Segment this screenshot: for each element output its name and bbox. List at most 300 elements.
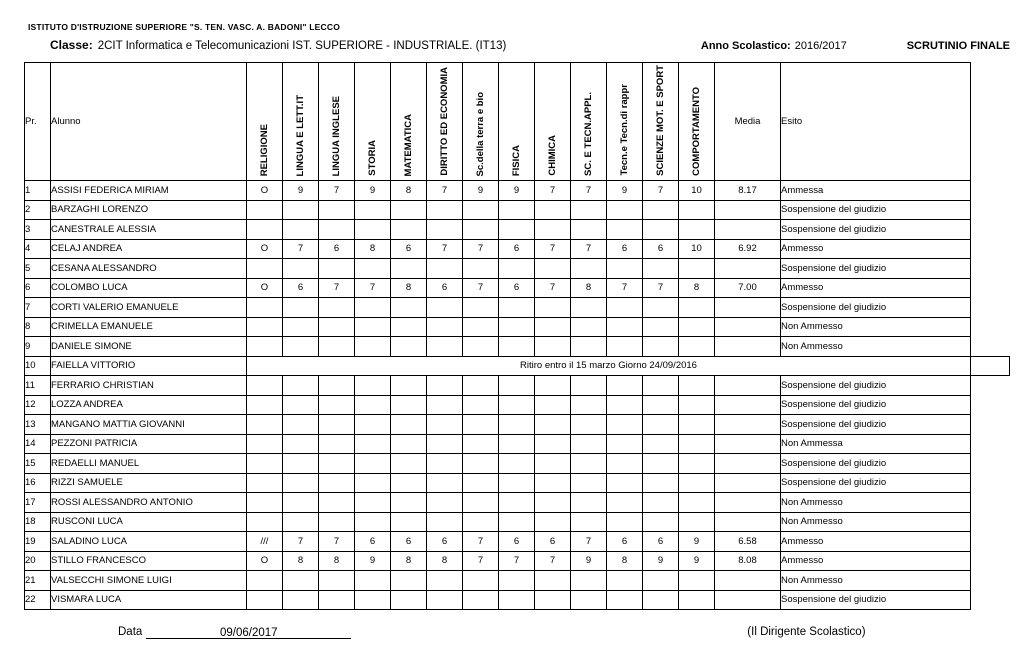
cell-grade bbox=[535, 590, 571, 610]
cell-grade: 6 bbox=[427, 278, 463, 298]
table-row bbox=[25, 473, 1010, 493]
cell-grade bbox=[535, 434, 571, 454]
cell-grade bbox=[283, 317, 319, 337]
cell-grade bbox=[571, 220, 607, 240]
cell-progressivo: 4 bbox=[25, 239, 51, 259]
cell-grade bbox=[319, 337, 355, 357]
cell-grade bbox=[247, 571, 283, 591]
cell-grade: 9 bbox=[679, 532, 715, 552]
column-header-subject-11 bbox=[643, 63, 679, 181]
cell-grade: 8 bbox=[319, 551, 355, 571]
cell-grade: 7 bbox=[571, 532, 607, 552]
cell-grade bbox=[355, 317, 391, 337]
cell-progressivo: 6 bbox=[25, 278, 51, 298]
cell-grade bbox=[463, 473, 499, 493]
cell-grade bbox=[427, 395, 463, 415]
cell-grade bbox=[355, 298, 391, 318]
cell-esito: Sospensione del giudizio bbox=[781, 298, 971, 318]
cell-grade bbox=[391, 434, 427, 454]
cell-grade: 6 bbox=[319, 239, 355, 259]
cell-grade bbox=[535, 259, 571, 279]
cell-grade bbox=[499, 259, 535, 279]
table-row bbox=[25, 395, 1010, 415]
cell-grade bbox=[571, 415, 607, 435]
cell-grade bbox=[247, 434, 283, 454]
cell-grade: 6 bbox=[607, 239, 643, 259]
cell-grade bbox=[535, 415, 571, 435]
cell-student-name: COLOMBO LUCA bbox=[51, 278, 247, 298]
cell-grade: 8 bbox=[427, 551, 463, 571]
cell-grade bbox=[391, 493, 427, 513]
column-header-subject-1 bbox=[283, 63, 319, 181]
cell-grade bbox=[355, 512, 391, 532]
cell-grade bbox=[643, 200, 679, 220]
cell-grade bbox=[535, 337, 571, 357]
cell-esito: Sospensione del giudizio bbox=[781, 415, 971, 435]
cell-grade: 7 bbox=[427, 181, 463, 201]
cell-grade bbox=[679, 376, 715, 396]
cell-grade: 9 bbox=[355, 551, 391, 571]
cell-grade bbox=[355, 454, 391, 474]
cell-progressivo: 15 bbox=[25, 454, 51, 474]
cell-grade bbox=[643, 337, 679, 357]
cell-student-name: LOZZA ANDREA bbox=[51, 395, 247, 415]
cell-grade bbox=[355, 220, 391, 240]
column-header-subject-0 bbox=[247, 63, 283, 181]
column-header-subject-10 bbox=[607, 63, 643, 181]
cell-progressivo: 17 bbox=[25, 493, 51, 513]
cell-grade bbox=[571, 434, 607, 454]
cell-grade bbox=[319, 259, 355, 279]
cell-grade: 7 bbox=[283, 239, 319, 259]
cell-progressivo: 20 bbox=[25, 551, 51, 571]
cell-grade bbox=[499, 473, 535, 493]
cell-grade bbox=[607, 200, 643, 220]
subject-label-10: Tecn.e Tecn.di rappr bbox=[618, 84, 630, 176]
cell-progressivo: 9 bbox=[25, 337, 51, 357]
cell-grade bbox=[607, 434, 643, 454]
cell-esito: Sospensione del giudizio bbox=[781, 220, 971, 240]
cell-esito: Ammesso bbox=[781, 239, 971, 259]
cell-grade bbox=[679, 220, 715, 240]
subject-label-4: MATEMATICA bbox=[402, 113, 414, 176]
cell-grade: O bbox=[247, 551, 283, 571]
cell-student-name: RIZZI SAMUELE bbox=[51, 473, 247, 493]
cell-grade: /// bbox=[247, 532, 283, 552]
cell-progressivo: 14 bbox=[25, 434, 51, 454]
cell-esito: Non Ammesso bbox=[781, 512, 971, 532]
cell-grade bbox=[571, 454, 607, 474]
cell-esito: Non Ammesso bbox=[781, 317, 971, 337]
cell-grade: 7 bbox=[571, 181, 607, 201]
cell-grade bbox=[607, 415, 643, 435]
cell-grade bbox=[571, 337, 607, 357]
cell-grade bbox=[463, 395, 499, 415]
cell-student-name: MANGANO MATTIA GIOVANNI bbox=[51, 415, 247, 435]
cell-grade bbox=[319, 415, 355, 435]
cell-grade bbox=[427, 376, 463, 396]
cell-esito bbox=[971, 356, 1010, 376]
cell-grade bbox=[355, 259, 391, 279]
cell-grade: 8 bbox=[391, 278, 427, 298]
cell-esito: Sospensione del giudizio bbox=[781, 473, 971, 493]
cell-grade: 10 bbox=[679, 181, 715, 201]
table-row bbox=[25, 590, 1010, 610]
cell-grade bbox=[427, 512, 463, 532]
cell-grade bbox=[679, 317, 715, 337]
cell-grade bbox=[499, 571, 535, 591]
cell-esito: Sospensione del giudizio bbox=[781, 376, 971, 396]
cell-grade bbox=[535, 376, 571, 396]
cell-student-name: PEZZONI PATRICIA bbox=[51, 434, 247, 454]
cell-grade: 7 bbox=[355, 278, 391, 298]
cell-grade bbox=[535, 571, 571, 591]
cell-grade: O bbox=[247, 239, 283, 259]
column-header-subject-4 bbox=[391, 63, 427, 181]
cell-grade bbox=[571, 590, 607, 610]
cell-grade bbox=[283, 259, 319, 279]
cell-grade: 8 bbox=[679, 278, 715, 298]
cell-grade: 7 bbox=[571, 239, 607, 259]
cell-grade bbox=[319, 590, 355, 610]
cell-grade bbox=[283, 220, 319, 240]
cell-student-name: BARZAGHI LORENZO bbox=[51, 200, 247, 220]
cell-grade bbox=[427, 590, 463, 610]
cell-grade bbox=[499, 434, 535, 454]
cell-grade bbox=[499, 317, 535, 337]
cell-grade bbox=[283, 298, 319, 318]
cell-grade: 6 bbox=[499, 532, 535, 552]
cell-progressivo: 11 bbox=[25, 376, 51, 396]
cell-grade bbox=[283, 376, 319, 396]
cell-grade bbox=[283, 395, 319, 415]
table-row bbox=[25, 239, 1010, 259]
cell-grade bbox=[427, 454, 463, 474]
cell-grade bbox=[391, 298, 427, 318]
cell-grade bbox=[571, 298, 607, 318]
cell-student-name: SALADINO LUCA bbox=[51, 532, 247, 552]
column-header-subject-12 bbox=[679, 63, 715, 181]
cell-grade bbox=[679, 473, 715, 493]
cell-esito: Sospensione del giudizio bbox=[781, 395, 971, 415]
cell-grade bbox=[247, 590, 283, 610]
cell-grade bbox=[319, 473, 355, 493]
cell-grade bbox=[427, 200, 463, 220]
cell-grade: 6 bbox=[499, 239, 535, 259]
cell-grade bbox=[319, 571, 355, 591]
column-header-esito: Esito bbox=[781, 63, 971, 181]
table-header-row bbox=[25, 63, 1010, 181]
cell-grade bbox=[607, 298, 643, 318]
scrutinio-label: SCRUTINIO FINALE bbox=[906, 40, 1010, 52]
cell-grade bbox=[283, 512, 319, 532]
cell-media bbox=[715, 473, 781, 493]
cell-grade: 6 bbox=[643, 532, 679, 552]
cell-grade bbox=[679, 493, 715, 513]
cell-grade bbox=[571, 473, 607, 493]
cell-grade: 7 bbox=[463, 551, 499, 571]
cell-media bbox=[715, 454, 781, 474]
cell-grade: 8 bbox=[283, 551, 319, 571]
cell-grade bbox=[355, 376, 391, 396]
cell-grade bbox=[679, 415, 715, 435]
cell-grade bbox=[571, 317, 607, 337]
cell-grade bbox=[319, 434, 355, 454]
cell-grade: 7 bbox=[427, 239, 463, 259]
cell-grade bbox=[319, 493, 355, 513]
cell-grade bbox=[499, 493, 535, 513]
table-row bbox=[25, 181, 1010, 201]
cell-grade: 6 bbox=[499, 278, 535, 298]
cell-student-name: RUSCONI LUCA bbox=[51, 512, 247, 532]
cell-grade bbox=[319, 512, 355, 532]
grades-table-wrapper bbox=[24, 62, 1010, 610]
cell-progressivo: 16 bbox=[25, 473, 51, 493]
cell-grade bbox=[499, 454, 535, 474]
cell-student-name: CESANA ALESSANDRO bbox=[51, 259, 247, 279]
cell-grade bbox=[391, 473, 427, 493]
cell-grade: 7 bbox=[463, 239, 499, 259]
cell-grade bbox=[571, 395, 607, 415]
cell-grade: 8 bbox=[607, 551, 643, 571]
table-row bbox=[25, 532, 1010, 552]
cell-grade bbox=[679, 200, 715, 220]
cell-grade bbox=[463, 571, 499, 591]
cell-grade bbox=[247, 200, 283, 220]
cell-grade: 7 bbox=[535, 239, 571, 259]
cell-progressivo: 18 bbox=[25, 512, 51, 532]
cell-grade bbox=[355, 493, 391, 513]
table-row bbox=[25, 512, 1010, 532]
cell-grade: 7 bbox=[463, 278, 499, 298]
cell-grade bbox=[463, 376, 499, 396]
cell-grade bbox=[391, 317, 427, 337]
cell-grade bbox=[499, 220, 535, 240]
cell-grade bbox=[319, 317, 355, 337]
subject-label-5: DIRITTO ED ECONOMIA bbox=[438, 67, 450, 176]
cell-grade bbox=[679, 454, 715, 474]
table-row bbox=[25, 298, 1010, 318]
cell-media bbox=[715, 493, 781, 513]
cell-grade bbox=[391, 454, 427, 474]
cell-media: 6.58 bbox=[715, 532, 781, 552]
cell-grade bbox=[607, 571, 643, 591]
cell-grade: 6 bbox=[355, 532, 391, 552]
cell-grade: 9 bbox=[643, 551, 679, 571]
cell-media bbox=[715, 395, 781, 415]
cell-grade bbox=[535, 395, 571, 415]
anno-scolastico bbox=[701, 40, 847, 52]
cell-grade: 6 bbox=[427, 532, 463, 552]
table-row bbox=[25, 551, 1010, 571]
cell-grade bbox=[319, 200, 355, 220]
subject-label-1: LINGUA E LETT.IT bbox=[294, 94, 306, 176]
cell-progressivo: 19 bbox=[25, 532, 51, 552]
cell-grade: 6 bbox=[391, 532, 427, 552]
column-header-subject-2 bbox=[319, 63, 355, 181]
column-header-subject-3 bbox=[355, 63, 391, 181]
cell-progressivo: 10 bbox=[25, 356, 51, 376]
cell-media bbox=[715, 259, 781, 279]
cell-grade bbox=[247, 376, 283, 396]
cell-esito: Ammesso bbox=[781, 278, 971, 298]
cell-grade bbox=[679, 590, 715, 610]
cell-grade bbox=[643, 590, 679, 610]
cell-media bbox=[715, 571, 781, 591]
cell-grade bbox=[463, 512, 499, 532]
cell-grade bbox=[679, 571, 715, 591]
cell-grade: 6 bbox=[643, 239, 679, 259]
cell-media bbox=[715, 434, 781, 454]
cell-progressivo: 1 bbox=[25, 181, 51, 201]
cell-grade bbox=[463, 298, 499, 318]
cell-student-name: REDAELLI MANUEL bbox=[51, 454, 247, 474]
cell-esito: Non Ammesso bbox=[781, 337, 971, 357]
cell-grade bbox=[607, 220, 643, 240]
document-meta bbox=[0, 32, 1024, 52]
cell-student-name: ASSISI FEDERICA MIRIAM bbox=[51, 181, 247, 201]
cell-grade: 9 bbox=[571, 551, 607, 571]
cell-grade bbox=[247, 317, 283, 337]
cell-grade bbox=[247, 512, 283, 532]
cell-grade bbox=[283, 337, 319, 357]
table-row bbox=[25, 317, 1010, 337]
cell-grade bbox=[391, 259, 427, 279]
cell-grade bbox=[499, 590, 535, 610]
column-header-subject-5 bbox=[427, 63, 463, 181]
cell-grade bbox=[643, 376, 679, 396]
cell-grade bbox=[427, 415, 463, 435]
cell-grade bbox=[643, 220, 679, 240]
cell-grade: 9 bbox=[679, 551, 715, 571]
subject-label-7: FISICA bbox=[510, 144, 522, 176]
cell-grade bbox=[463, 200, 499, 220]
cell-grade: 8 bbox=[355, 239, 391, 259]
subject-label-9: SC. E TECN.APPL. bbox=[582, 92, 594, 176]
cell-grade: 8 bbox=[391, 181, 427, 201]
cell-grade: 7 bbox=[319, 278, 355, 298]
cell-grade bbox=[427, 337, 463, 357]
table-row bbox=[25, 571, 1010, 591]
cell-grade bbox=[679, 337, 715, 357]
cell-grade bbox=[463, 493, 499, 513]
cell-grade bbox=[571, 493, 607, 513]
cell-grade bbox=[571, 259, 607, 279]
column-header-subject-9 bbox=[571, 63, 607, 181]
cell-media bbox=[715, 590, 781, 610]
data-value: 09/06/2017 bbox=[220, 627, 278, 639]
cell-esito: Sospensione del giudizio bbox=[781, 590, 971, 610]
cell-grade bbox=[643, 415, 679, 435]
table-body bbox=[25, 181, 1010, 610]
anno-value: 2016/2017 bbox=[794, 40, 847, 52]
cell-student-name: ROSSI ALESSANDRO ANTONIO bbox=[51, 493, 247, 513]
cell-media bbox=[715, 220, 781, 240]
cell-grade bbox=[427, 473, 463, 493]
cell-media: 8.17 bbox=[715, 181, 781, 201]
cell-grade bbox=[355, 434, 391, 454]
cell-grade bbox=[319, 220, 355, 240]
cell-grade bbox=[391, 395, 427, 415]
cell-grade: 9 bbox=[283, 181, 319, 201]
cell-media bbox=[715, 512, 781, 532]
table-row bbox=[25, 200, 1010, 220]
cell-grade bbox=[319, 395, 355, 415]
classe-label: Classe: bbox=[50, 38, 93, 52]
cell-grade bbox=[535, 298, 571, 318]
cell-grade bbox=[247, 473, 283, 493]
cell-grade: 7 bbox=[643, 278, 679, 298]
cell-media: 8.08 bbox=[715, 551, 781, 571]
cell-grade bbox=[643, 454, 679, 474]
cell-progressivo: 13 bbox=[25, 415, 51, 435]
cell-esito: Sospensione del giudizio bbox=[781, 454, 971, 474]
cell-media bbox=[715, 337, 781, 357]
cell-grade bbox=[427, 220, 463, 240]
cell-grade bbox=[283, 454, 319, 474]
cell-grade bbox=[427, 259, 463, 279]
cell-grade bbox=[391, 590, 427, 610]
cell-grade bbox=[463, 317, 499, 337]
cell-grade: 6 bbox=[607, 532, 643, 552]
table-row bbox=[25, 376, 1010, 396]
cell-grade bbox=[679, 259, 715, 279]
table-row bbox=[25, 415, 1010, 435]
cell-grade: O bbox=[247, 181, 283, 201]
cell-grade bbox=[679, 434, 715, 454]
subject-label-8: CHIMICA bbox=[546, 135, 558, 176]
subject-label-3: STORIA bbox=[366, 140, 378, 176]
cell-grade bbox=[571, 571, 607, 591]
cell-grade bbox=[643, 493, 679, 513]
dirigente-label: (Il Dirigente Scolastico) bbox=[747, 626, 866, 638]
cell-grade bbox=[499, 512, 535, 532]
cell-grade bbox=[391, 376, 427, 396]
cell-grade bbox=[283, 571, 319, 591]
cell-grade bbox=[499, 395, 535, 415]
cell-grade bbox=[391, 512, 427, 532]
cell-media bbox=[715, 415, 781, 435]
cell-grade bbox=[283, 473, 319, 493]
cell-grade bbox=[607, 493, 643, 513]
cell-grade bbox=[283, 493, 319, 513]
cell-grade: 9 bbox=[355, 181, 391, 201]
cell-student-name: CANESTRALE ALESSIA bbox=[51, 220, 247, 240]
column-header-media: Media bbox=[715, 63, 781, 181]
grades-table bbox=[24, 62, 1010, 610]
cell-grade bbox=[607, 337, 643, 357]
column-header-subject-8 bbox=[535, 63, 571, 181]
cell-media bbox=[715, 200, 781, 220]
cell-progressivo: 7 bbox=[25, 298, 51, 318]
school-name: ISTITUTO D'ISTRUZIONE SUPERIORE "S. TEN. VASC. A. BADONI" LECCO bbox=[28, 22, 341, 32]
classe-value: 2CIT Informatica e Telecomunicazioni IST. SUPERIORE - INDUSTRIALE. (IT13) bbox=[97, 40, 507, 52]
cell-grade bbox=[535, 200, 571, 220]
cell-grade: 7 bbox=[283, 532, 319, 552]
cell-grade bbox=[247, 493, 283, 513]
cell-grade bbox=[607, 317, 643, 337]
column-header-subject-7 bbox=[499, 63, 535, 181]
cell-grade bbox=[535, 220, 571, 240]
cell-grade bbox=[319, 376, 355, 396]
cell-grade bbox=[535, 493, 571, 513]
cell-grade: 7 bbox=[607, 278, 643, 298]
subject-label-6: Sc.della terra e bio bbox=[474, 91, 486, 176]
cell-media bbox=[715, 317, 781, 337]
cell-esito: Non Ammessa bbox=[781, 434, 971, 454]
cell-esito: Ammesso bbox=[781, 532, 971, 552]
cell-grade bbox=[247, 337, 283, 357]
